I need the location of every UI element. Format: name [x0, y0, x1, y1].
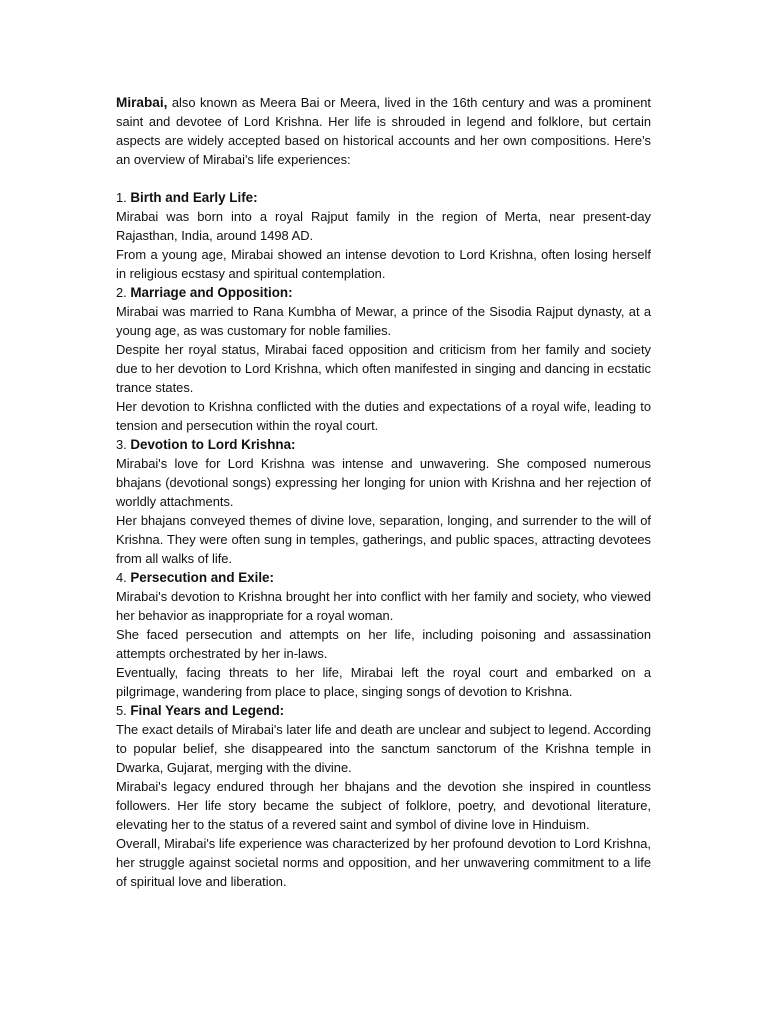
section-paragraph: Mirabai's love for Lord Krishna was intense and unwavering. She composed numerous bhajans (devotional songs) expressing her longing for union with Krishna and her rejection of worldly attachments. — [116, 456, 651, 509]
section-heading — [116, 283, 651, 302]
section-heading — [116, 568, 651, 587]
section-paragraph: The exact details of Mirabai's later life and death are unclear and subject to legend. According to popular belief, she disappeared into the sanctum sanctorum of the Krishna temple in Dwarka, Gujarat, merging with the divine. — [116, 722, 651, 775]
section-number: 1. — [116, 190, 131, 205]
section-paragraph: From a young age, Mirabai showed an intense devotion to Lord Krishna, often losing herself in religious ecstasy and spiritual contemplation. — [116, 247, 651, 281]
intro-subject-name: Mirabai, — [116, 95, 168, 110]
section-paragraph: Her bhajans conveyed themes of divine love, separation, longing, and surrender to the will of Krishna. They were often sung in temples, gatherings, and public spaces, attracting devotees from all walks of life. — [116, 513, 651, 566]
section-paragraph: Despite her royal status, Mirabai faced opposition and criticism from her family and society due to her devotion to Lord Krishna, which often manifested in singing and dancing in ecstatic trance states. — [116, 342, 651, 395]
document-page — [116, 93, 651, 891]
section-3 — [116, 435, 651, 568]
intro-text: also known as Meera Bai or Meera, lived in the 16th century and was a prominent saint and devotee of Lord Krishna. Her life is shrouded in legend and folklore, but certain aspects are widely accepted based on historical accounts and her own compositions. Here's an overview of Mirabai's life experiences: — [116, 95, 651, 167]
section-number: 2. — [116, 285, 131, 300]
section-paragraph: She faced persecution and attempts on her life, including poisoning and assassination attempts orchestrated by her in-laws. — [116, 627, 651, 661]
section-number: 5. — [116, 703, 131, 718]
section-5 — [116, 701, 651, 891]
section-title: Persecution and Exile: — [130, 570, 274, 585]
section-1 — [116, 188, 651, 283]
section-heading — [116, 701, 651, 720]
section-paragraph: Overall, Mirabai's life experience was characterized by her profound devotion to Lord Krishna, her struggle against societal norms and opposition, and her unwavering commitment to a life of spiritual love and liberation. — [116, 836, 651, 889]
section-number: 4. — [116, 570, 131, 585]
section-title: Final Years and Legend: — [130, 703, 285, 718]
section-paragraph: Mirabai's devotion to Krishna brought her into conflict with her family and society, who viewed her behavior as inappropriate for a royal woman. — [116, 589, 651, 623]
section-paragraph: Eventually, facing threats to her life, Mirabai left the royal court and embarked on a pilgrimage, wandering from place to place, singing songs of devotion to Krishna. — [116, 665, 651, 699]
section-title: Marriage and Opposition: — [130, 285, 293, 300]
section-paragraph: Mirabai was born into a royal Rajput family in the region of Merta, near present-day Rajasthan, India, around 1498 AD. — [116, 209, 651, 243]
section-2 — [116, 283, 651, 435]
section-paragraph: Mirabai was married to Rana Kumbha of Mewar, a prince of the Sisodia Rajput dynasty, at a young age, as was customary for noble families. — [116, 304, 651, 338]
section-number: 3. — [116, 437, 131, 452]
section-title: Devotion to Lord Krishna: — [130, 437, 296, 452]
section-title: Birth and Early Life: — [130, 190, 258, 205]
section-paragraph: Her devotion to Krishna conflicted with the duties and expectations of a royal wife, leading to tension and persecution within the royal court. — [116, 399, 651, 433]
section-heading — [116, 188, 651, 207]
section-paragraph: Mirabai's legacy endured through her bhajans and the devotion she inspired in countless followers. Her life story became the subject of folklore, poetry, and devotional literature, elevating her to the status of a revered saint and symbol of divine love in Hinduism. — [116, 779, 651, 832]
section-4 — [116, 568, 651, 701]
section-heading — [116, 435, 651, 454]
intro-paragraph — [116, 93, 651, 169]
